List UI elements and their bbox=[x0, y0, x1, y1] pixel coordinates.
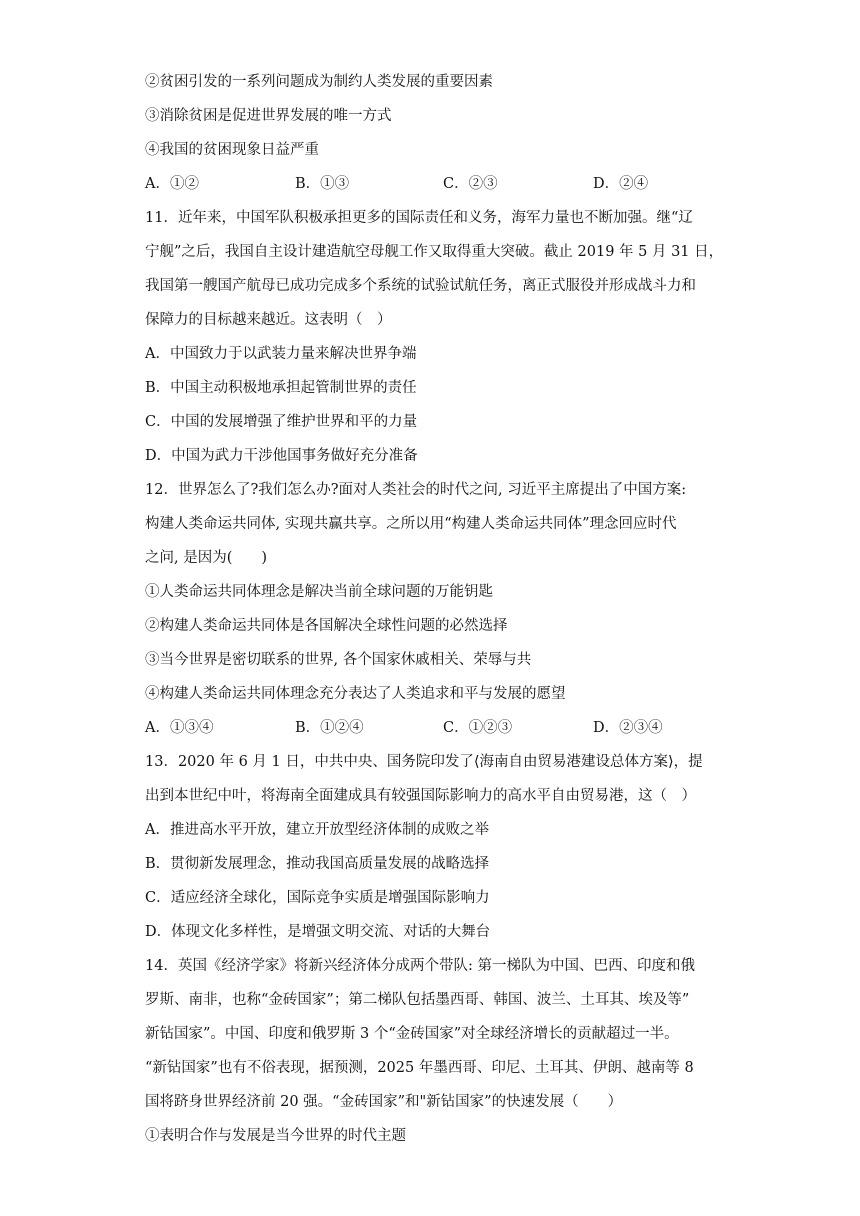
q10-option-c: C．②③ bbox=[443, 176, 498, 192]
q11-option-a: A．中国致力于以武装力量来解决世界争端 bbox=[145, 346, 417, 362]
q10-options bbox=[145, 174, 725, 194]
q12-stem-line-1: 12．世界怎么了?我们怎么办?面对人类社会的时代之问, 习近平主席提出了中国方案: bbox=[145, 482, 687, 498]
q10-statement-4: ④我国的贫困现象日益严重 bbox=[145, 142, 319, 158]
q12-statement-2: ②构建人类命运共同体是各国解决全球性问题的必然选择 bbox=[145, 618, 508, 634]
q12-statement-1: ①人类命运共同体理念是解决当前全球问题的万能钥匙 bbox=[145, 584, 493, 600]
q12-statement-4: ④构建人类命运共同体理念充分表达了人类追求和平与发展的愿望 bbox=[145, 686, 566, 702]
q14-stem-line-3: 新钻国家”。中国、印度和俄罗斯 3 个“金砖国家”对全球经济增长的贡献超过一半。 bbox=[145, 1026, 679, 1042]
q13-stem-line-2: 出到本世纪中叶，将海南全面建成具有较强国际影响力的高水平自由贸易港，这（ ） bbox=[145, 788, 696, 804]
q14-stem-line-4: “新钻国家”也有不俗表现，据预测，2025 年墨西哥、印尼、土耳其、伊朗、越南等 8 bbox=[145, 1060, 694, 1076]
q10-option-a: A．①② bbox=[145, 176, 199, 192]
q13-option-a: A．推进高水平开放，建立开放型经济体制的成败之举 bbox=[145, 822, 489, 838]
q11-option-c: C．中国的发展增强了维护世界和平的力量 bbox=[145, 414, 418, 430]
q11-stem-line-3: 我国第一艘国产航母已成功完成多个系统的试验试航任务，离正式服役并形成战斗力和 bbox=[145, 278, 696, 294]
q11-stem-line-2: 宁舰”之后，我国自主设计建造航空母舰工作又取得重大突破。截止 2019 年 5 月 31 日， bbox=[145, 244, 724, 260]
q10-statement-2: ②贫困引发的一系列问题成为制约人类发展的重要因素 bbox=[145, 74, 493, 90]
q10-option-d: D．②④ bbox=[593, 176, 649, 192]
q11-option-d: D．中国为武力干涉他国事务做好充分准备 bbox=[145, 448, 418, 464]
q11-stem-line-1: 11．近年来，中国军队积极承担更多的国际责任和义务，海军力量也不断加强。继“辽 bbox=[145, 210, 693, 226]
q13-option-c: C．适应经济全球化，国际竞争实质是增强国际影响力 bbox=[145, 890, 490, 906]
q14-statement-1: ①表明合作与发展是当今世界的时代主题 bbox=[145, 1128, 406, 1144]
q13-option-b: B．贯彻新发展理念，推动我国高质量发展的战略选择 bbox=[145, 856, 490, 872]
q13-stem-line-1: 13．2020 年 6 月 1 日，中共中央、国务院印发了⟨海南自由贸易港建设总体方案⟩，提 bbox=[145, 754, 703, 770]
q12-options bbox=[145, 718, 725, 738]
q11-option-b: B．中国主动积极地承担起管制世界的责任 bbox=[145, 380, 417, 396]
q12-option-a: A．①③④ bbox=[145, 720, 214, 736]
q14-stem-line-1: 14．英国《经济学家》将新兴经济体分成两个带队: 第一梯队为中国、巴西、印度和俄 bbox=[145, 958, 695, 974]
q10-statement-3: ③消除贫困是促进世界发展的唯一方式 bbox=[145, 108, 392, 124]
q12-option-b: B．①②④ bbox=[295, 720, 364, 736]
q12-statement-3: ③当今世界是密切联系的世界, 各个国家休戚相关、荣辱与共 bbox=[145, 652, 532, 668]
q12-option-c: C．①②③ bbox=[443, 720, 513, 736]
q10-option-b: B．①③ bbox=[295, 176, 350, 192]
q14-stem-line-2: 罗斯、南非，也称“金砖国家”；第二梯队包括墨西哥、韩国、波兰、土耳其、埃及等” bbox=[145, 992, 690, 1008]
q13-option-d: D．体现文化多样性，是增强文明交流、对话的大舞台 bbox=[145, 924, 491, 940]
q12-stem-line-2: 构建人类命运共同体, 实现共赢共享。之所以用“构建人类命运共同体”理念回应时代 bbox=[145, 516, 677, 532]
q14-stem-line-5: 国将跻身世界经济前 20 强。“金砖国家”和"新钻国家”的快速发展（ ） bbox=[145, 1094, 623, 1110]
q12-stem-line-3: 之问, 是因为( ) bbox=[145, 550, 268, 566]
q12-option-d: D．②③④ bbox=[593, 720, 663, 736]
q11-stem-line-4: 保障力的目标越来越近。这表明（ ） bbox=[145, 312, 392, 328]
